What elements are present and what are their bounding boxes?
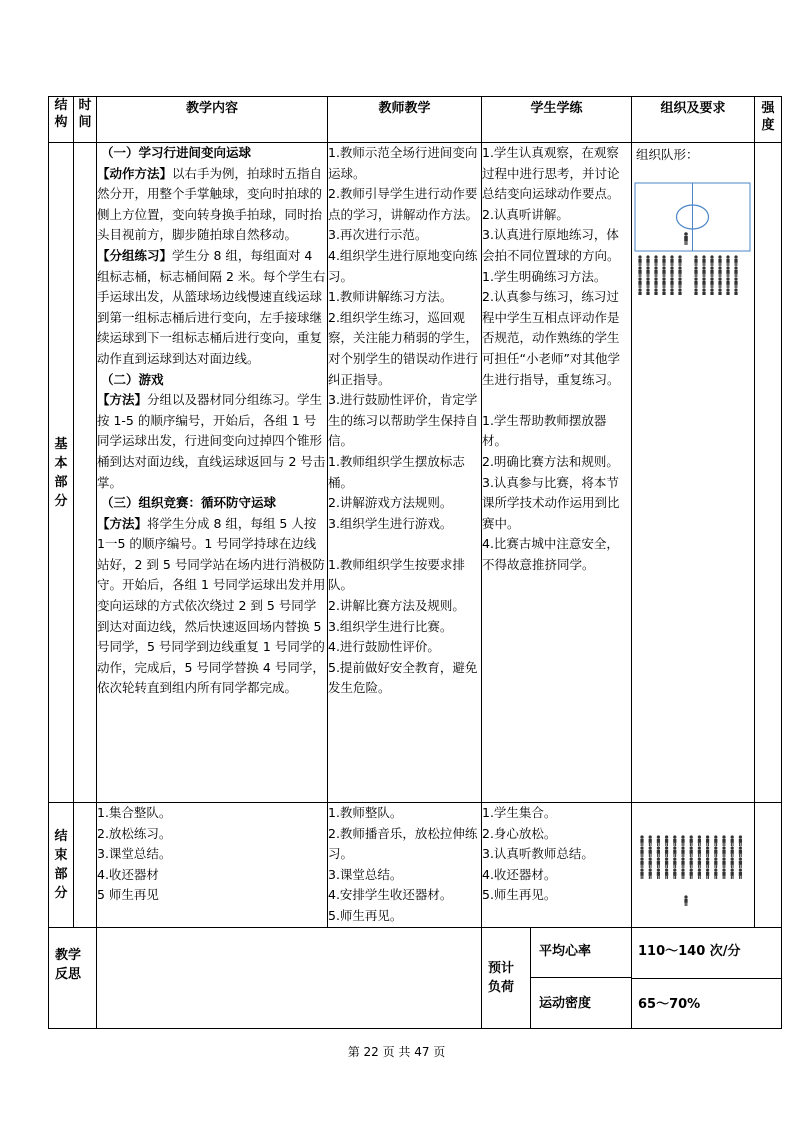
person-icon: [670, 255, 673, 266]
person-icon: [649, 846, 652, 857]
line-item: 1.教师组织学生摆放标志桶。: [328, 453, 465, 490]
basic-label-3: 部: [54, 474, 68, 490]
person-icon: [657, 857, 660, 868]
header-time-2: 间: [78, 115, 92, 130]
person-icon: [698, 835, 701, 846]
line-item: 2.明确比赛方法和规则。: [482, 453, 619, 469]
person-icon: [681, 857, 684, 868]
line-item: 4.收还器材: [97, 866, 159, 882]
paragraph-lead: 【方法】: [97, 515, 148, 531]
basic-section-label: [49, 143, 74, 803]
person-icon: [731, 868, 734, 879]
person-icon: [726, 255, 729, 266]
header-intensity-2: 度: [761, 118, 775, 133]
person-icon: [646, 288, 649, 295]
line-item: 1.学生帮助教师摆放器材。: [482, 412, 607, 449]
ending-label-4: 分: [54, 886, 68, 901]
formation-title: 组织队形：: [636, 147, 699, 162]
content-paragraph: [97, 164, 327, 246]
person-icon: [718, 277, 721, 288]
person-icon: [694, 255, 697, 266]
line-item: 3.课堂总结。: [97, 846, 172, 862]
ending-intensity-cell: [755, 803, 782, 928]
basic-student-cell: [482, 143, 632, 803]
header-structure-2: 构: [54, 115, 68, 130]
person-icon: [654, 266, 657, 277]
person-icon: [681, 868, 684, 879]
lesson-plan-table: [48, 96, 782, 1029]
header-time-1: 时: [78, 98, 92, 113]
line-item: 3.再次进行示范。: [328, 227, 428, 243]
basic-org-cell: [632, 143, 755, 803]
ending-student-list: [482, 803, 631, 906]
person-icon: [640, 857, 643, 868]
line-item: 2.身心放松。: [482, 825, 557, 841]
line-item: 1.集合整队。: [97, 805, 172, 820]
person-icon: [670, 277, 673, 288]
ending-section-row: [49, 803, 782, 928]
heart-rate-value: 110～140 次/分: [632, 928, 782, 979]
header-org: 组织及要求: [632, 97, 755, 143]
line-item: 2.认真参与练习，练习过程中学生互相点评动作是否规范，动作熟练的学生可担任“小老师”对其他学生进行指导，重复练习。: [482, 289, 620, 387]
line-item: 3.组织学生进行比赛。: [328, 618, 453, 634]
line-item: 3.认真听教师总结。: [482, 846, 594, 862]
reflection-row-1: [49, 928, 782, 979]
person-icon: [710, 255, 713, 266]
person-icon: [710, 266, 713, 277]
line-item: 1.教师示范全场行进间变向运球。: [328, 145, 478, 181]
person-icon: [678, 266, 681, 277]
person-icon: [638, 277, 641, 288]
person-icon: [694, 277, 697, 288]
header-content: 教学内容: [97, 97, 328, 143]
person-icon: [690, 835, 693, 846]
line-item: 5 师生再见: [97, 887, 159, 903]
line-item: 1.教师组织学生按要求排队。: [328, 556, 465, 593]
header-structure-1: 结: [54, 98, 68, 113]
person-icon: [646, 277, 649, 288]
person-icon: [722, 846, 725, 857]
paragraph-lead: 【分组练习】: [97, 247, 173, 263]
person-icon: [722, 868, 725, 879]
person-icon: [734, 288, 737, 295]
section-heading: （二）游戏: [101, 371, 164, 387]
line-item: 2.教师播音乐，放松拉伸练习。: [328, 825, 478, 862]
line-item: 2.讲解比赛方法及规则。: [328, 598, 465, 614]
person-icon: [734, 266, 737, 277]
person-icon: [646, 255, 649, 266]
line-item: 1.学生明确练习方法。: [482, 268, 607, 284]
estimate-load-label: [482, 928, 531, 1028]
line-item: 1.学生认真观察，在观察过程中进行思考，并讨论总结变向运球动作要点。: [482, 145, 620, 202]
header-student: 学生学练: [482, 97, 632, 143]
paragraph-text: 以右手为例，拍球时五指自然分开，用整个手掌触球，变向时拍球的侧上方位置，变向转身换手拍球，同时抬头目视前方，脚步随拍球自然移动。: [97, 165, 323, 243]
person-icon: [670, 266, 673, 277]
person-icon: [657, 835, 660, 846]
basic-student-list: [482, 143, 631, 575]
section-heading: （一）学习行进间变向运球: [101, 145, 252, 160]
person-icon: [731, 846, 734, 857]
person-icon: [665, 835, 668, 846]
basic-teacher-list: [328, 143, 481, 699]
person-icon: [690, 868, 693, 879]
person-icon: [638, 266, 641, 277]
line-item: 4.进行鼓励性评价。: [328, 639, 440, 655]
person-icon: [698, 846, 701, 857]
person-icon: [673, 846, 676, 857]
person-icon: [640, 835, 643, 846]
person-icon: [706, 857, 709, 868]
estimate-label-2: 负荷: [488, 980, 515, 995]
person-icon: [684, 895, 687, 906]
person-icon: [678, 277, 681, 288]
person-icon: [698, 857, 701, 868]
basic-label-2: 本: [54, 455, 68, 471]
person-icon: [654, 277, 657, 288]
estimate-label-1: 预计: [488, 961, 515, 976]
person-icon: [654, 255, 657, 266]
line-item: 3.课堂总结。: [328, 866, 403, 882]
reflection-label-2: 反思: [55, 967, 82, 982]
person-icon: [739, 835, 742, 846]
person-icon: [734, 255, 737, 266]
ending-teacher-list: [328, 803, 481, 927]
line-item: 2.组织学生练习，巡回观察，关注能力稍弱的学生，对个别学生的错误动作进行纠正指导。: [328, 309, 479, 387]
person-icon: [638, 288, 641, 295]
ending-student-cell: [482, 803, 632, 928]
line-item: 2.放松练习。: [97, 825, 172, 841]
header-row: [49, 97, 782, 143]
person-icon: [726, 288, 729, 295]
content-paragraph: [97, 246, 327, 370]
person-icon: [649, 835, 652, 846]
ending-label-1: 结: [54, 829, 68, 844]
person-icon: [649, 857, 652, 868]
person-icon: [678, 255, 681, 266]
person-icon: [694, 266, 697, 277]
density-value: 65～70%: [632, 978, 782, 1029]
content-paragraph: [97, 514, 327, 699]
person-icon: [731, 835, 734, 846]
person-icon: [706, 868, 709, 879]
line-item: 5.师生再见。: [328, 907, 403, 923]
ending-label-2: 束: [54, 848, 68, 863]
person-icon: [718, 288, 721, 295]
basic-section-row: [49, 143, 782, 803]
person-icon: [690, 857, 693, 868]
person-icon: [710, 288, 713, 295]
basic-content-list: [97, 143, 327, 699]
person-icon: [662, 255, 665, 266]
person-icon: [702, 255, 705, 266]
page-footer: 第 22 页 共 47 页: [347, 1045, 446, 1059]
header-teacher: 教师教学: [328, 97, 482, 143]
person-icon: [702, 277, 705, 288]
basic-teacher-cell: [328, 143, 482, 803]
basic-label-1: 基: [54, 436, 68, 452]
line-item: 1.学生集合。: [482, 805, 557, 820]
load-subtable: [482, 928, 631, 1028]
person-icon: [722, 857, 725, 868]
person-icon: [718, 266, 721, 277]
ending-teacher-cell: [328, 803, 482, 928]
line-item: 4.组织学生进行原地变向练习。: [328, 247, 478, 284]
line-item: 5.提前做好安全教育，避免发生危险。: [328, 659, 478, 696]
person-icon: [726, 266, 729, 277]
ending-content-cell: [97, 803, 328, 928]
line-item: 2.认真听讲解。: [482, 206, 569, 222]
section-heading: （三）组织竞赛：循环防守运球: [101, 495, 277, 511]
basic-intensity-cell: [755, 143, 782, 803]
reflection-label: [49, 928, 97, 1029]
person-icon: [726, 277, 729, 288]
basketball-court-diagram: [632, 165, 755, 295]
person-icon: [662, 266, 665, 277]
header-structure: [49, 97, 74, 143]
basic-content-cell: [97, 143, 328, 803]
line-item: 1.教师讲解练习方法。: [328, 289, 453, 305]
ending-section-label: [49, 803, 74, 928]
line-item: 4.收还器材。: [482, 866, 557, 882]
header-intensity: [755, 97, 782, 143]
person-icon: [714, 835, 717, 846]
line-item: 4.比赛古城中注意安全，不得故意推挤同学。: [482, 536, 619, 572]
person-icon: [702, 266, 705, 277]
person-icon: [710, 277, 713, 288]
heart-rate-label: 平均心率: [531, 928, 632, 978]
person-icon: [722, 835, 725, 846]
person-icon: [694, 288, 697, 295]
person-icon: [665, 857, 668, 868]
person-icon: [646, 266, 649, 277]
line-item: 2.教师引导学生进行动作要点的学习，讲解动作方法。: [328, 186, 479, 222]
person-icon: [640, 846, 643, 857]
paragraph-lead: 【方法】: [97, 392, 148, 408]
person-icon: [739, 846, 742, 857]
load-cell: [482, 928, 632, 1029]
ending-org-cell: [632, 803, 755, 928]
line-item: [482, 390, 631, 411]
person-icon: [662, 288, 665, 295]
header-intensity-1: 强: [761, 101, 775, 116]
content-paragraph: [97, 390, 327, 493]
person-icon: [673, 835, 676, 846]
person-icon: [739, 868, 742, 879]
person-icon: [665, 846, 668, 857]
ending-label-3: 部: [54, 867, 68, 882]
density-label: 运动密度: [539, 996, 592, 1011]
paragraph-text: 学生分 8 组，每组面对 4 组标志桶，标志桶间隔 2 米。每个学生右手运球出发，从篮球场边线慢速直线运球到第一组标志桶后进行变向，左手接球继续运球到下一组标志桶后进行变向，重复动作直到运球到达对面边线。: [97, 247, 326, 366]
person-icon: [690, 846, 693, 857]
person-icon: [706, 835, 709, 846]
header-time: [74, 97, 97, 143]
reflection-label-1: 教学: [55, 948, 82, 963]
person-icon: [702, 288, 705, 295]
person-icon: [657, 846, 660, 857]
person-icon: [673, 857, 676, 868]
line-item: 5.师生再见。: [482, 887, 557, 903]
person-icon: [714, 868, 717, 879]
basic-time-cell: [74, 143, 97, 803]
person-icon: [718, 255, 721, 266]
student-formation: [638, 255, 737, 295]
person-icon: [714, 857, 717, 868]
person-icon: [638, 255, 641, 266]
person-icon: [662, 277, 665, 288]
paragraph-lead: 【动作方法】: [97, 165, 173, 181]
person-icon: [714, 846, 717, 857]
line-item: 3.认真进行原地练习，体会拍不同位置球的方向。: [482, 227, 620, 263]
ending-student-formation: [640, 835, 742, 906]
person-icon: [678, 288, 681, 295]
line-item: 3.组织学生进行游戏。: [328, 515, 453, 531]
person-icon: [698, 868, 701, 879]
line-item: 3.认真参与比赛，将本节课所学技术动作运用到比赛中。: [482, 474, 620, 531]
person-icon: [731, 857, 734, 868]
person-icon: [654, 288, 657, 295]
person-icon: [670, 288, 673, 295]
person-icon: [665, 868, 668, 879]
person-icon: [681, 835, 684, 846]
person-icon: [739, 857, 742, 868]
line-item: 4.安排学生收还器材。: [328, 887, 453, 903]
paragraph-text: 分组以及器材同分组练习。学生按 1-5 的顺序编号，开始后，各组 1 号同学运球出发，行进间变向过掉四个锥形桶到达对面边线，直线运球返回与 2 号击掌。: [97, 392, 326, 490]
person-icon: [649, 868, 652, 879]
person-icon: [734, 277, 737, 288]
person-icon: [657, 868, 660, 879]
line-item: [328, 534, 481, 555]
person-icon: [640, 868, 643, 879]
line-item: 2.讲解游戏方法规则。: [328, 495, 453, 511]
ending-content-list: [97, 803, 327, 906]
ending-time-cell: [74, 803, 97, 928]
line-item: 1.教师整队。: [328, 805, 403, 820]
person-icon: [681, 846, 684, 857]
paragraph-text: 将学生分成 8 组，每组 5 人按 1一5 的顺序编号。1 号同学持球在边线站好，2 到 5 号同学站在场内进行消极防守。开始后，各组 1 号同学运球出发并用变向运球的方式依次绕过 2 到 5 号同学到达对面边线，然后快速返回场内替换 5 号同学，5 号同学到边线重复 1 号同学的动作，完成后，5 号同学替换 4 号同学，依次轮转直到组内所有同学都完成。: [97, 515, 326, 696]
basic-label-4: 分: [54, 493, 68, 509]
person-icon: [673, 868, 676, 879]
teacher-figure: [684, 232, 688, 245]
reflection-content: [97, 928, 482, 1029]
person-icon: [706, 846, 709, 857]
line-item: 3.进行鼓励性评价，肯定学生的练习以帮助学生保持自信。: [328, 392, 479, 449]
ending-formation-diagram: [632, 803, 755, 923]
